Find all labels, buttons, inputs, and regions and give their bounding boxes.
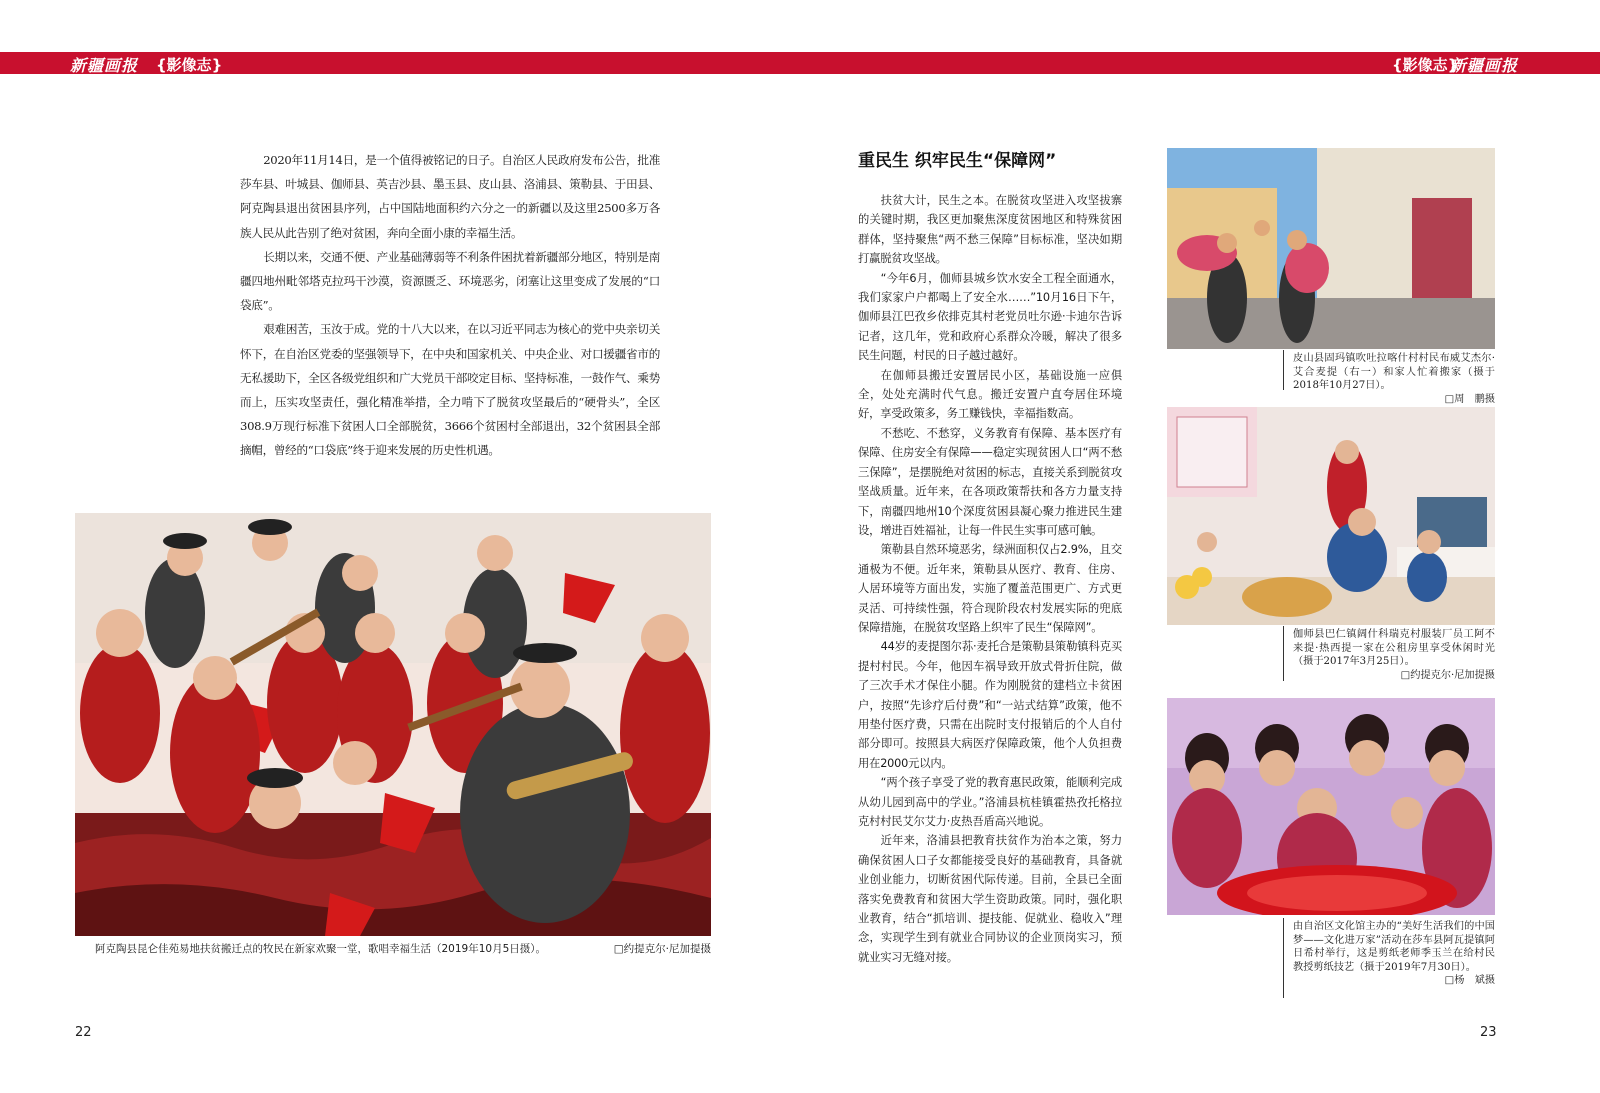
section-label-left: {影像志} (156, 56, 223, 74)
article-column (858, 146, 1122, 967)
moving-photo-image (1167, 148, 1495, 349)
article-paragraph: 策勒县自然环境恶劣，绿洲面积仅占2.9%，且交通极为不便。近年来，策勒县从医疗、教育、住房、人居环境等方面出发，实施了覆盖范围更广、方式更灵活、可持续性强，符合现阶段农村发展实际的兜底保障措施，在脱贫攻坚路上织牢了民生“保障网”。 (858, 543, 1122, 634)
side-caption-3 (1293, 920, 1495, 988)
side-caption-1 (1293, 352, 1495, 406)
article-paragraph: “两个孩子享受了党的教育惠民政策，能顺利完成从幼儿园到高中的学业。”洛浦县杭桂镇霍热孜托格拉克村村民艾尔艾力·皮热吾盾高兴地说。 (858, 776, 1122, 828)
caption-rule (1283, 918, 1284, 998)
article-paragraph: 在伽师县搬迁安置居民小区，基础设施一应俱全，处处充满时代气息。搬迁安置户直夸居住环境好，享受政策多，务工赚钱快，幸福指数高。 (858, 368, 1122, 421)
article-paragraph: 近年来，洛浦县把教育扶贫作为治本之策，努力确保贫困人口子女都能接受良好的基础教育，具备就业创业能力，切断贫困代际传递。目前，全县已全面落实免费教育和贫困大学生资助政策。同时，强化职业教育，结合“抓培训、提技能、促就业、稳收入”理念，实现学生到有就业合同协议的企业顶岗实习，预就业实习无缝对接。 (858, 834, 1122, 964)
page-number-right: 23 (1480, 1025, 1497, 1040)
caption-rule (1283, 350, 1284, 390)
intro-paragraph: 艰难困苦，玉汝于成。党的十八大以来，在以习近平同志为核心的党中央亲切关怀下，在自治区党委的坚强领导下，在中央和国家机关、中央企业、对口援疆省市的无私援助下，全区各级党组织和广大党员干部咬定目标、坚持标准，一鼓作气、乘势而上，压实攻坚责任，强化精准举措，全力啃下了脱贫攻坚最后的“硬骨头”，全区308.9万现行标准下贫困人口全部脱贫，3666个贫困村全部退出，32个贫困县全部摘帽，曾经的“口袋底”终于迎来发展的历史性机遇。 (240, 322, 660, 458)
side-photo-moving (1167, 148, 1495, 349)
article-title: 重民生 织牢民生“保障网” (858, 151, 1057, 171)
intro-paragraph: 2020年11月14日，是一个值得被铭记的日子。自治区人民政府发布公告，批准莎车县、叶城县、伽师县、英吉沙县、墨玉县、皮山县、洛浦县、策勒县、于田县、阿克陶县退出贫困县序列，占中国陆地面积约六分之一的新疆以及这里2500多万各族人民从此告别了绝对贫困，奔向全面小康的幸福生活。 (240, 153, 660, 240)
article-body (858, 191, 1122, 967)
article-paragraph: 扶贫大计，民生之本。在脱贫攻坚进入攻坚拔寨的关键时期，我区更加聚焦深度贫困地区和特殊贫困群体，坚持聚焦“两不愁三保障”目标标准，坚决如期打赢脱贫攻坚战。 (858, 194, 1122, 266)
side-caption-2-text: 伽师县巴仁镇阔什科瑞克村服装厂员工阿不来提·热西提一家在公租房里享受休闲时光（摄于2017年3月25日）。 (1293, 629, 1495, 668)
caption-rule (1283, 626, 1284, 681)
intro-text (240, 148, 660, 463)
celebration-photo-image (75, 513, 711, 936)
magazine-brand-left: 新疆画报 (70, 56, 139, 75)
section-label-right: {影像志} (1392, 56, 1459, 74)
side-caption-2-credit: □约提克尔·尼加提摄 (1400, 669, 1495, 681)
side-caption-1-text: 皮山县固玛镇吹吐拉喀什村村民布威艾杰尔·艾合麦提（右一）和家人忙着搬家（摄于2018年10月27日）。 (1293, 353, 1495, 392)
main-photo-celebration (75, 513, 711, 936)
side-photo-family (1167, 407, 1495, 625)
page-number-left: 22 (75, 1025, 92, 1040)
side-caption-3-credit: □杨 斌摄 (1444, 975, 1495, 987)
main-photo-caption (95, 941, 711, 956)
intro-paragraph: 长期以来，交通不便、产业基础薄弱等不利条件困扰着新疆部分地区，特别是南疆四地州毗邻塔克拉玛干沙漠，资源匮乏、环境恶劣，闭塞让这里变成了发展的“口袋底”。 (240, 249, 660, 313)
side-caption-1-credit: □周 鹏摄 (1444, 393, 1495, 405)
article-paragraph: 44岁的麦提图尔荪·麦托合是策勒县策勒镇科克买提村村民。今年，他因车祸导致开放式骨折住院，做了三次手术才保住小腿。作为刚脱贫的建档立卡贫困户，按照“先诊疗后付费”和“一站式结算”政策，他不用垫付医疗费，只需在出院时支付报销后的个人自付部分即可。按照县大病医疗保障政策，他个人负担费用在2000元以内。 (858, 640, 1122, 770)
main-caption-credit: □约提克尔·尼加提摄 (613, 943, 711, 955)
magazine-brand-right: 新疆画报 (1450, 56, 1519, 75)
side-caption-3-text: 由自治区文化馆主办的“美好生活我们的中国梦——文化进万家”活动在莎车县阿瓦提镇阿日希村举行，这是剪纸老师季玉兰在给村民教授剪纸技艺（摄于2019年7月30日）。 (1293, 921, 1495, 973)
article-paragraph: 不愁吃、不愁穿，义务教育有保障、基本医疗有保障、住房安全有保障——稳定实现贫困人口“两不愁三保障”，是摆脱绝对贫困的标志，直接关系到脱贫攻坚战质量。近年来，在各项政策帮扶和各方力量支持下，南疆四地州10个深度贫困县凝心聚力推进民生建设，增进百姓福祉，让每一件民生实事可感可触。 (858, 426, 1122, 537)
family-photo-image (1167, 407, 1495, 625)
main-caption-text: 阿克陶县昆仑佳苑易地扶贫搬迁点的牧民在新家欢聚一堂，歌唱幸福生活（2019年10月5日摄）。 (95, 943, 547, 955)
side-caption-2 (1293, 628, 1495, 682)
article-paragraph: “今年6月，伽师县城乡饮水安全工程全面通水，我们家家户户都喝上了安全水……”10月16日下午，伽师县江巴孜乡依排克其村老党员吐尔逊·卡迪尔告诉记者，这几年，党和政府心系群众冷暖，解决了很多民生问题，村民的日子越过越好。 (858, 271, 1122, 363)
papercut-photo-image (1167, 698, 1495, 915)
side-photo-papercut (1167, 698, 1495, 915)
header-banner (0, 52, 1600, 74)
